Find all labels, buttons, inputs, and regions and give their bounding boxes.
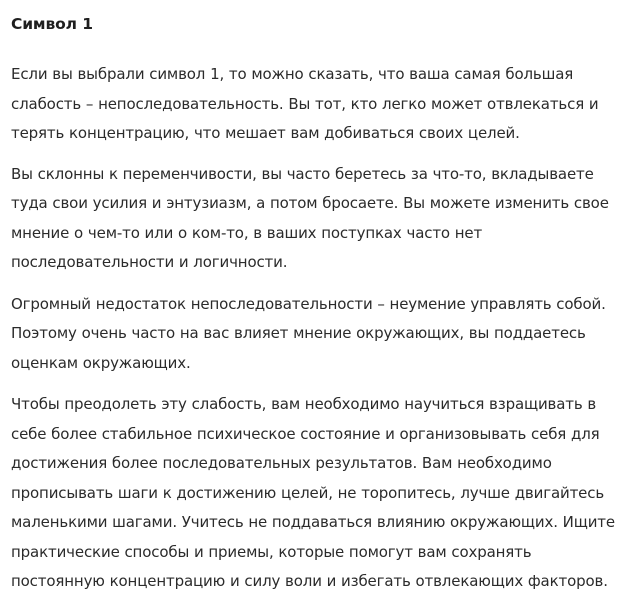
article-paragraph-1: Если вы выбрали символ 1, то можно сказать, что ваша самая большая слабость – непоследовательность. Вы тот, кто легко может отвлекаться и терять концентрацию, что мешает вам добиваться своих целей.: [11, 65, 599, 142]
article-paragraph-4: Чтобы преодолеть эту слабость, вам необходимо научиться взращивать в себе более стабильное психическое состояние и организовывать себя для достижения более последовательных результатов. Вам необходимо прописывать шаги к достижению целей, не торопитесь, лучше двигайтесь маленькими шагами. Учитесь не поддаваться влиянию окружающих. Ищите практические способы и приемы, которые помогут вам сохранять постоянную концентрацию и силу воли и избегать отвлекающих факторов.: [11, 395, 615, 590]
article: [11, 0, 623, 597]
article-heading: Символ 1: [11, 15, 93, 33]
article-paragraph-2: Вы склонны к переменчивости, вы часто беретесь за что-то, вкладываете туда свои усилия и энтузиазм, а потом бросаете. Вы можете изменить свое мнение о чем-то или о ком-то, в ваших поступках часто нет последовательности и логичности.: [11, 164, 609, 271]
article-paragraph-3: Огромный недостаток непоследовательности – неумение управлять собой. Поэтому очень часто на вас влияет мнение окружающих, вы поддаетесь оценкам окружающих.: [11, 294, 606, 372]
